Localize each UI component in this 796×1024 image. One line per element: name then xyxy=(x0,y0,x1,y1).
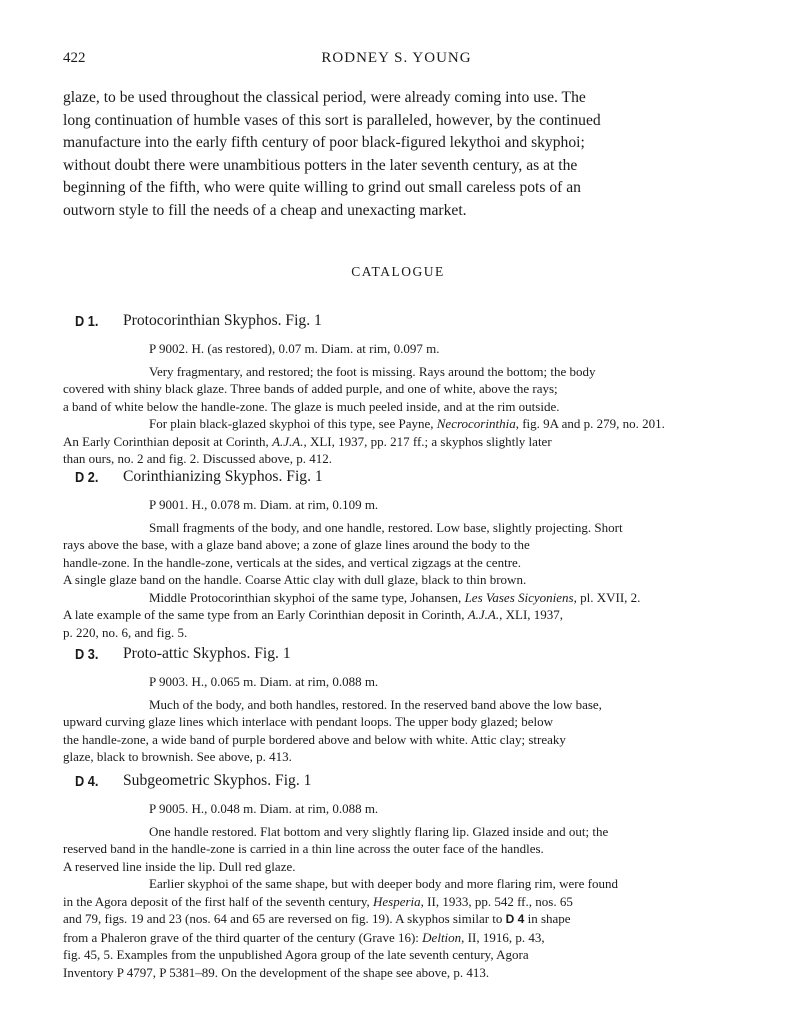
description-line: Small fragments of the body, and one handle, restored. Low base, slightly projecting. Short xyxy=(149,519,623,535)
description-line: handle-zone. In the handle-zone, verticals at the sides, and vertical zigzags at the centre. xyxy=(63,554,522,570)
description-line: rays above the base, with a glaze band above; a zone of glaze lines around the body to the xyxy=(63,537,530,552)
intro-paragraph xyxy=(63,87,730,223)
description-line: a band of white below the handle-zone. The glaze is much peeled inside, and at the rim outside. xyxy=(63,398,560,414)
entry-measurements: P 9005. H., 0.048 m. Diam. at rim, 0.088 m. xyxy=(149,801,379,816)
entry-measurements: P 9003. H., 0.065 m. Diam. at rim, 0.088 m. xyxy=(149,674,379,689)
reference-line: fig. 45, 5. Examples from the unpublished Agora group of the late seventh century, Agora xyxy=(63,947,529,962)
entry-title: Corinthianizing Skyphos. Fig. 1 xyxy=(123,468,323,485)
entry-code: D 3. xyxy=(75,646,99,663)
catalogue-entry-d2 xyxy=(63,468,730,641)
reference-line: An Early Corinthian deposit at Corinth, A.J.A., XLI, 1937, pp. 217 ff.; a skyphos slightly later xyxy=(63,433,552,449)
reference-line: in the Agora deposit of the first half of the seventh century, Hesperia, II, 1933, pp. 542 ff., nos. 65 xyxy=(63,893,573,909)
description-line: upward curving glaze lines which interlace with pendant loops. The upper body glazed; below xyxy=(63,714,554,729)
entry-code: D 4. xyxy=(75,773,99,790)
intro-line: outworn style to fill the needs of a cheap and unexacting market. xyxy=(63,201,467,219)
running-head: RODNEY S. YOUNG xyxy=(321,50,472,66)
entry-measurements: P 9002. H. (as restored), 0.07 m. Diam. at rim, 0.097 m. xyxy=(149,341,440,356)
description-line: the handle-zone, a wide band of purple bordered above and below with white. Attic clay; streaky xyxy=(63,731,566,747)
description-line: reserved band in the handle-zone is carried in a thin line across the outer face of the handles. xyxy=(63,841,544,856)
catalogue-entry-d1 xyxy=(63,312,730,468)
reference-line: p. 220, no. 6, and fig. 5. xyxy=(63,624,188,640)
reference-line: from a Phaleron grave of the third quarter of the century (Grave 16): Deltion, II, 1916, p. 43, xyxy=(63,929,545,945)
reference-line: and 79, figs. 19 and 23 (nos. 64 and 65 are reversed on fig. 19). A skyphos similar to D 4 in shape xyxy=(63,911,571,926)
page-number: 422 xyxy=(63,50,86,66)
catalogue-heading: CATALOGUE xyxy=(351,264,445,279)
description-line: One handle restored. Flat bottom and very slightly flaring lip. Glazed inside and out; the xyxy=(149,823,609,839)
description-line: covered with shiny black glaze. Three bands of added purple, and one of white, above the rays; xyxy=(63,381,558,396)
intro-line: without doubt there were unambitious potters in the later seventh century, as at the xyxy=(63,156,578,174)
reference-line: Middle Protocorinthian skyphoi of the same type, Johansen, Les Vases Sicyoniens, pl. XVII, 2. xyxy=(149,589,641,605)
description-line: A reserved line inside the lip. Dull red glaze. xyxy=(63,858,296,874)
reference-line: A late example of the same type from an Early Corinthian deposit in Corinth, A.J.A., XLI, 1937, xyxy=(63,607,564,622)
entry-title: Protocorinthian Skyphos. Fig. 1 xyxy=(123,312,322,329)
entry-title: Subgeometric Skyphos. Fig. 1 xyxy=(123,772,312,789)
reference-line: For plain black-glazed skyphoi of this type, see Payne, Necrocorinthia, fig. 9A and p. 279, no. 201. xyxy=(149,416,665,431)
reference-line: Inventory P 4797, P 5381–89. On the development of the shape see above, p. 413. xyxy=(63,964,490,980)
intro-line: long continuation of humble vases of this sort is paralleled, however, by the continued xyxy=(63,111,601,129)
entry-code: D 1. xyxy=(75,313,99,330)
reference-line: Earlier skyphoi of the same shape, but with deeper body and more flaring rim, were found xyxy=(149,876,618,891)
description-line: glaze, black to brownish. See above, p. 413. xyxy=(63,749,292,764)
catalogue-entry-d3 xyxy=(63,645,730,766)
reference-line: than ours, no. 2 and fig. 2. Discussed above, p. 412. xyxy=(63,451,332,466)
description-line: Very fragmentary, and restored; the foot is missing. Rays around the bottom; the body xyxy=(149,363,596,379)
intro-line: beginning of the fifth, who were quite willing to grind out small careless pots of an xyxy=(63,179,581,197)
catalogue-entry-d4 xyxy=(63,772,730,981)
page-header xyxy=(63,50,730,72)
entry-code: D 2. xyxy=(75,469,99,486)
description-line: Much of the body, and both handles, restored. In the reserved band above the low base, xyxy=(149,696,602,712)
description-line: A single glaze band on the handle. Coarse Attic clay with dull glaze, black to thin brown. xyxy=(63,572,527,587)
entry-title: Proto-attic Skyphos. Fig. 1 xyxy=(123,645,291,662)
intro-line: manufacture into the early fifth century of poor black-figured lekythoi and skyphoi; xyxy=(63,134,585,152)
entry-measurements: P 9001. H., 0.078 m. Diam. at rim, 0.109 m. xyxy=(149,497,379,512)
intro-line: glaze, to be used throughout the classical period, were already coming into use. The xyxy=(63,89,586,106)
